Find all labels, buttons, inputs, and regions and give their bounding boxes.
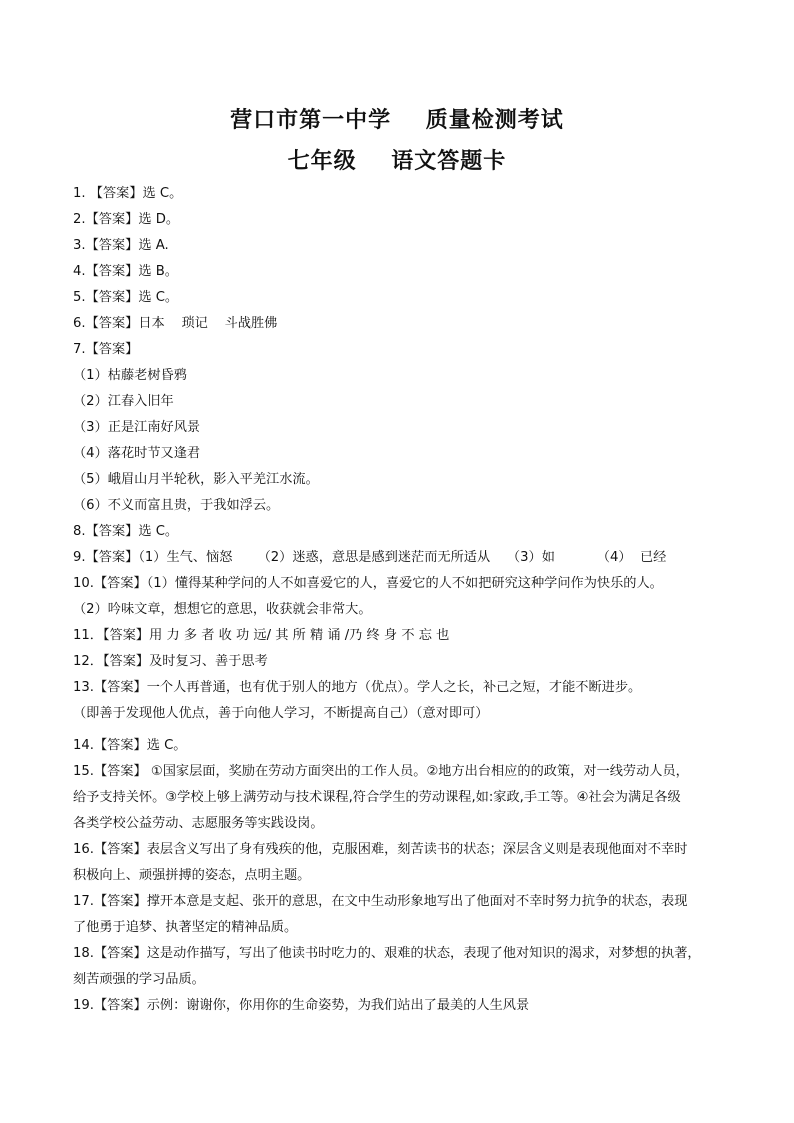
answer-line-1: 1. 【答案】选 C。 — [73, 186, 183, 201]
answer-line-10-2: （2）吟味文章，想想它的意思，收获就会非常大。 — [73, 602, 372, 617]
answer-line-16-2: 积极向上、顽强拼搏的姿态，点明主题。 — [73, 868, 311, 883]
answer-line-12: 12．【答案】及时复习、善于思考 — [73, 654, 268, 669]
answer-line-11: 11．【答案】用 力 多 者 收 功 远/ 其 所 精 诵 /乃 终 身 不 忘 也 — [73, 628, 450, 643]
answer-line-17: 17.【答案】撑开本意是支起、张开的意思，在文中生动形象地写出了他面对不幸时努力抗争的状态，表现 — [73, 894, 688, 909]
answer-line-14: 14.【答案】选 C。 — [73, 738, 187, 753]
answer-line-8: 8.【答案】选 C。 — [73, 524, 179, 539]
answer-line-7: 7.【答案】 — [73, 342, 139, 357]
answer-line-15: 15.【答案】 ①国家层面，奖励在劳动方面突出的工作人员。②地方出台相应的的政策，对一线劳动人员， — [73, 764, 689, 779]
answer-list — [73, 181, 723, 1019]
answer-line-7-1: （1）枯藤老树昏鸦 — [73, 368, 187, 383]
answer-line-15-2: 给予支持关怀。③学校上够上满劳动与技术课程,符合学生的劳动课程,如:家政,手工等。④社会为满足各级 — [73, 790, 681, 805]
answer-line-17-2: 了他勇于追梦、执著坚定的精神品质。 — [73, 920, 298, 935]
page-subtitle: 七年级 语文答题卡 — [287, 149, 507, 174]
answer-line-10: 10.【答案】（1）懂得某种学问的人不如喜爱它的人，喜爱它的人不如把研究这种学问作为快乐的人。 — [73, 576, 663, 591]
answer-line-2: 2.【答案】选 D。 — [73, 212, 180, 227]
answer-line-7-5: （5）峨眉山月半轮秋，影入平羌江水流。 — [73, 472, 319, 487]
page-title: 营口市第一中学 质量检测考试 — [230, 108, 564, 133]
answer-line-13-2: （即善于发现他人优点，善于向他人学习，不断提高自己）（意对即可） — [73, 706, 489, 721]
answer-line-4: 4.【答案】选 B。 — [73, 264, 178, 279]
answer-line-7-2: （2）江春入旧年 — [73, 394, 174, 409]
answer-line-19: 19.【答案】示例：谢谢你，你用你的生命姿势，为我们站出了最美的人生风景 — [73, 998, 530, 1013]
answer-line-18-2: 刻苦顽强的学习品质。 — [73, 972, 205, 987]
answer-line-7-4: （4）落花时节又逢君 — [73, 446, 201, 461]
answer-line-15-3: 各类学校公益劳动、志愿服务等实践设岗。 — [73, 816, 324, 831]
answer-line-13: 13.【答案】一个人再普通，也有优于别人的地方（优点）。学人之长，补己之短，才能不断进步。 — [73, 680, 642, 695]
answer-line-18: 18.【答案】这是动作描写，写出了他读书时吃力的、艰难的状态，表现了他对知识的渴求，对梦想的执著， — [73, 946, 701, 961]
answer-line-6: 6.【答案】日本 琐记 斗战胜佛 — [73, 316, 278, 331]
answer-line-5: 5.【答案】选 C。 — [73, 290, 179, 305]
answer-line-9: 9.【答案】（1）生气、恼怒 （2）迷惑，意思是感到迷茫而无所适从 （3）如 （4） 已经 — [73, 550, 667, 565]
answer-line-16: 16.【答案】表层含义写出了身有残疾的他，克服困难，刻苦读书的状态；深层含义则是表现他面对不幸时 — [73, 842, 688, 857]
answer-line-3: 3.【答案】选 A. — [73, 238, 169, 253]
answer-line-7-3: （3）正是江南好风景 — [73, 420, 201, 435]
answer-line-7-6: （6）不义而富且贵，于我如浮云。 — [73, 498, 280, 513]
